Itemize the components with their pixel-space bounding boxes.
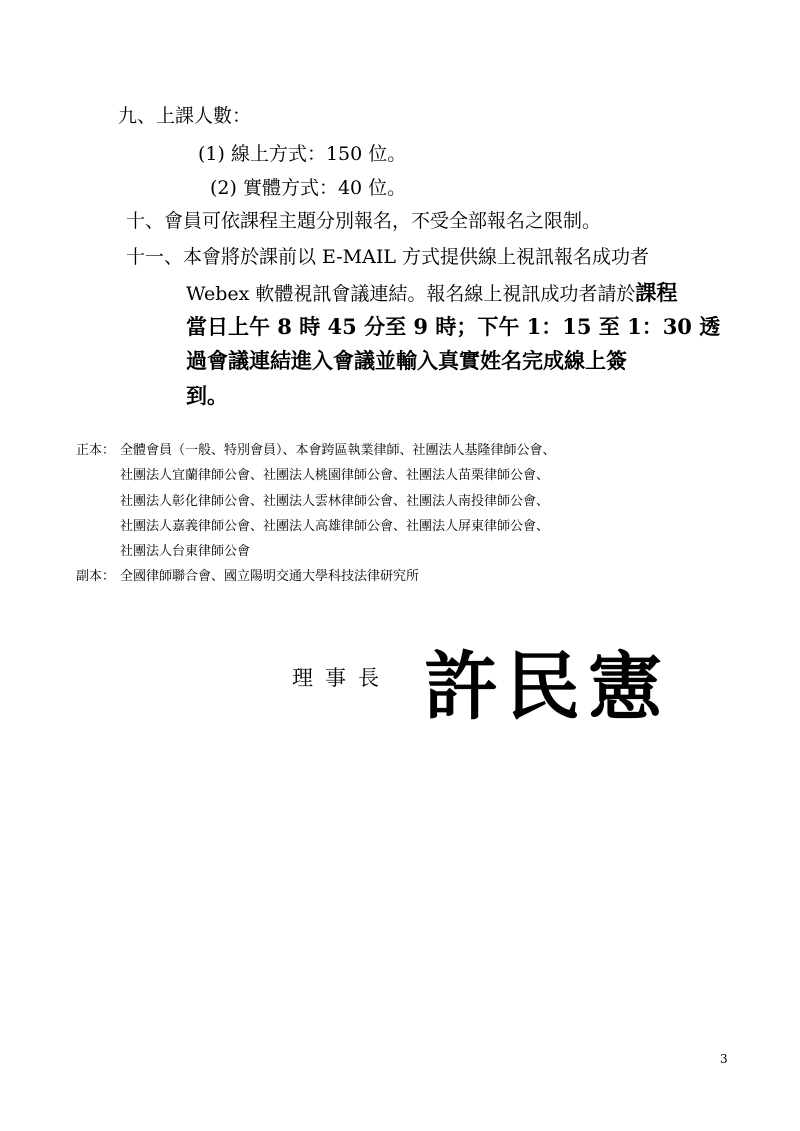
section-eleven-line-5: 到。 [186, 383, 228, 408]
signature-title: 理事長 [292, 666, 391, 690]
section-eleven-line-2 [186, 280, 677, 306]
section-ten: 十、會員可依課程主題分別報名，不受全部報名之限制。 [126, 210, 602, 232]
section-eleven-line-2-bold: 課程 [635, 280, 678, 305]
distribution-main-line: 社團法人彰化律師公會、社團法人雲林律師公會、社團法人南投律師公會、 [120, 494, 550, 509]
distribution-main-line: 全體會員（一般、特別會員）、本會跨區執業律師、社團法人基隆律師公會、 [120, 443, 556, 458]
distribution-main-line: 社團法人宜蘭律師公會、社團法人桃園律師公會、社團法人苗栗律師公會、 [120, 468, 550, 483]
page-number: 3 [720, 1052, 728, 1066]
section-eleven-line-1: 十一、本會將於課前以 E-MAIL 方式提供線上視訊報名成功者 [126, 246, 650, 268]
distribution-main-line: 社團法人台東律師公會 [120, 544, 251, 559]
section-eleven-line-3: 當日上午 8 時 45 分至 9 時；下午 1：15 至 1：30 透 [186, 314, 721, 339]
section-nine-heading: 九、上課人數： [118, 105, 252, 127]
signature-name: 許民憲 [424, 644, 670, 730]
section-nine-item-2: (2) 實體方式：40 位。 [210, 177, 407, 199]
section-eleven-line-4: 過會議連結進入會議並輸入真實姓名完成線上簽 [186, 348, 627, 373]
distribution-copy-label: 副本： [76, 569, 116, 584]
distribution-main-label: 正本： [76, 443, 116, 458]
section-nine-item-1: (1) 線上方式：150 位。 [198, 143, 407, 165]
distribution-copy-text: 全國律師聯合會、國立陽明交通大學科技法律研究所 [120, 569, 420, 584]
section-eleven-line-2-normal: Webex 軟體視訊會議連結。報名線上視訊成功者請於 [186, 283, 636, 305]
distribution-main-line: 社團法人嘉義律師公會、社團法人高雄律師公會、社團法人屏東律師公會、 [120, 519, 550, 534]
